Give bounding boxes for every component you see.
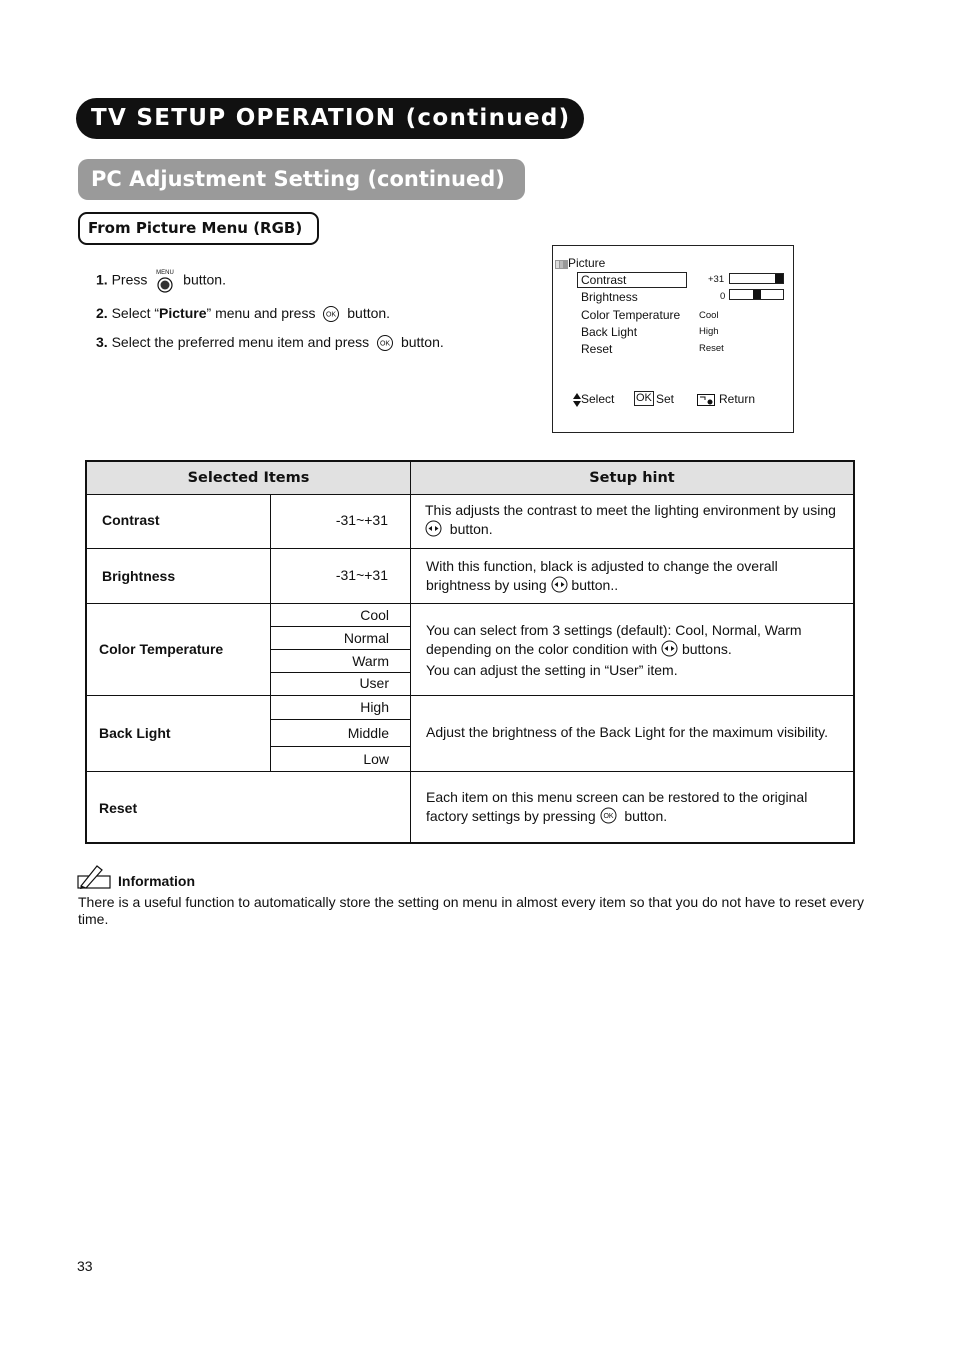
osd-item-contrast: Contrast (581, 273, 627, 287)
step-1-text-pre: Press (111, 271, 148, 288)
osd-item-brightness: Brightness (581, 290, 638, 304)
color-temp-cool: Cool (360, 607, 389, 623)
osd-footer-return: Return (719, 392, 756, 406)
hint-text: button.. (571, 576, 619, 593)
step-2 (96, 303, 390, 323)
table-header-setup-hint: Setup hint (589, 470, 675, 486)
row-brightness-range: -31~+31 (335, 567, 388, 583)
hint-text: brightness by using (426, 576, 547, 593)
row-divider (87, 603, 853, 604)
menu-icon-label: MENU (156, 270, 175, 276)
subrow-divider (270, 719, 411, 720)
ok-icon-label: OK (379, 340, 391, 348)
main-title: TV SETUP OPERATION (continued) (76, 98, 584, 139)
osd-bar-contrast-fill (775, 274, 783, 283)
step-3 (96, 332, 444, 352)
osd-value-contrast: +31 (708, 274, 725, 285)
osd-value-color-temperature: Cool (699, 310, 719, 321)
page-number: 33 (77, 1258, 93, 1274)
row-brightness-label: Brightness (102, 568, 176, 584)
subrow-divider (270, 626, 411, 627)
return-icon (697, 394, 715, 409)
picture-menu-icon (555, 258, 568, 272)
subrow-divider (270, 649, 411, 650)
left-right-button-icon (425, 520, 442, 542)
section-label: From Picture Menu (RGB) (78, 212, 319, 245)
table-header-selected-items: Selected Items (187, 470, 310, 486)
ok-button-icon (376, 334, 394, 352)
osd-footer-set: Set (656, 392, 675, 406)
information-label: Information (118, 873, 195, 889)
osd-item-color-temperature: Color Temperature (581, 308, 681, 322)
color-temp-normal: Normal (343, 630, 389, 646)
osd-value-back-light: High (699, 326, 719, 337)
menu-button-icon (154, 268, 176, 294)
osd-bar-brightness-fill (753, 290, 761, 299)
hint-text: depending on the color condition with (426, 640, 658, 657)
row-contrast-label: Contrast (102, 512, 160, 528)
hint-text: This adjusts the contrast to meet the lighting environment by using (425, 502, 836, 518)
osd-item-reset: Reset (581, 342, 613, 356)
osd-value-reset: Reset (699, 343, 724, 354)
row-reset-hint (426, 788, 854, 828)
back-light-middle: Middle (347, 725, 389, 741)
step-3-text-pre: Select the preferred menu item and press (111, 334, 370, 350)
osd-footer-select: Select (581, 392, 615, 406)
row-divider (87, 695, 853, 696)
ok-icon-label: OK (326, 311, 337, 319)
step-1-number: 1. (96, 271, 108, 288)
osd-bar-brightness (729, 289, 784, 300)
step-1-text-post: button. (183, 271, 226, 288)
column-divider (410, 462, 411, 842)
step-2-text-pre: Select “ (111, 305, 160, 321)
step-1 (96, 268, 226, 294)
hint-text: You can select from 3 settings (default): Cool, Normal, Warm (426, 622, 802, 638)
ok-icon-label: OK (602, 812, 614, 820)
row-contrast-range: -31~+31 (335, 512, 388, 528)
pencil-note-icon (77, 864, 111, 895)
row-divider (87, 771, 853, 772)
step-2-text-post: button. (347, 305, 391, 321)
row-divider (87, 548, 853, 549)
settings-table (85, 460, 855, 844)
hint-text: factory settings by pressing (426, 807, 596, 824)
back-light-low: Low (363, 751, 389, 767)
osd-title: Picture (568, 256, 606, 270)
step-3-number: 3. (96, 334, 108, 350)
color-temp-warm: Warm (352, 653, 389, 669)
row-divider (87, 494, 853, 495)
information-text: There is a useful function to automatically store the setting on menu in almost every item so that you do not have to reset every time. (78, 894, 864, 927)
osd-bar-contrast (729, 273, 784, 284)
step-3-text-post: button. (400, 334, 444, 350)
osd-picture-menu (552, 245, 794, 433)
hint-text: Each item on this menu screen can be restored to the original (426, 789, 808, 805)
color-temp-user: User (359, 675, 389, 691)
ok-button-icon (600, 807, 617, 829)
sub-title: PC Adjustment Setting (continued) (78, 159, 525, 200)
row-color-temperature-hint (426, 621, 854, 680)
subrow-divider (270, 672, 411, 673)
back-light-high: High (360, 699, 389, 715)
row-back-light-hint (426, 723, 854, 742)
osd-item-back-light: Back Light (581, 325, 638, 339)
row-back-light-label: Back Light (99, 725, 171, 741)
row-color-temperature-label: Color Temperature (99, 641, 224, 657)
step-2-bold: Picture (159, 305, 207, 321)
hint-text: button. (624, 807, 668, 824)
osd-value-brightness: 0 (720, 291, 726, 302)
left-right-button-icon (661, 640, 678, 662)
row-brightness-hint (426, 557, 854, 597)
left-right-button-icon (551, 576, 568, 598)
hint-text: With this function, black is adjusted to change the overall (426, 558, 778, 574)
hint-text: Adjust the brightness of the Back Light for the maximum visibility. (426, 724, 829, 740)
row-reset-label: Reset (99, 800, 138, 816)
osd-footer-ok: OK (636, 392, 652, 404)
step-2-number: 2. (96, 305, 108, 321)
subrow-divider (270, 746, 411, 747)
hint-text: buttons. (681, 640, 732, 657)
hint-text: You can adjust the setting in “User” item. (426, 662, 678, 678)
step-2-text-mid: ” menu and press (206, 305, 316, 321)
hint-text: button. (449, 520, 493, 537)
updown-arrow-icon (573, 393, 581, 410)
ok-button-icon (322, 305, 340, 323)
row-contrast-hint (425, 501, 853, 541)
